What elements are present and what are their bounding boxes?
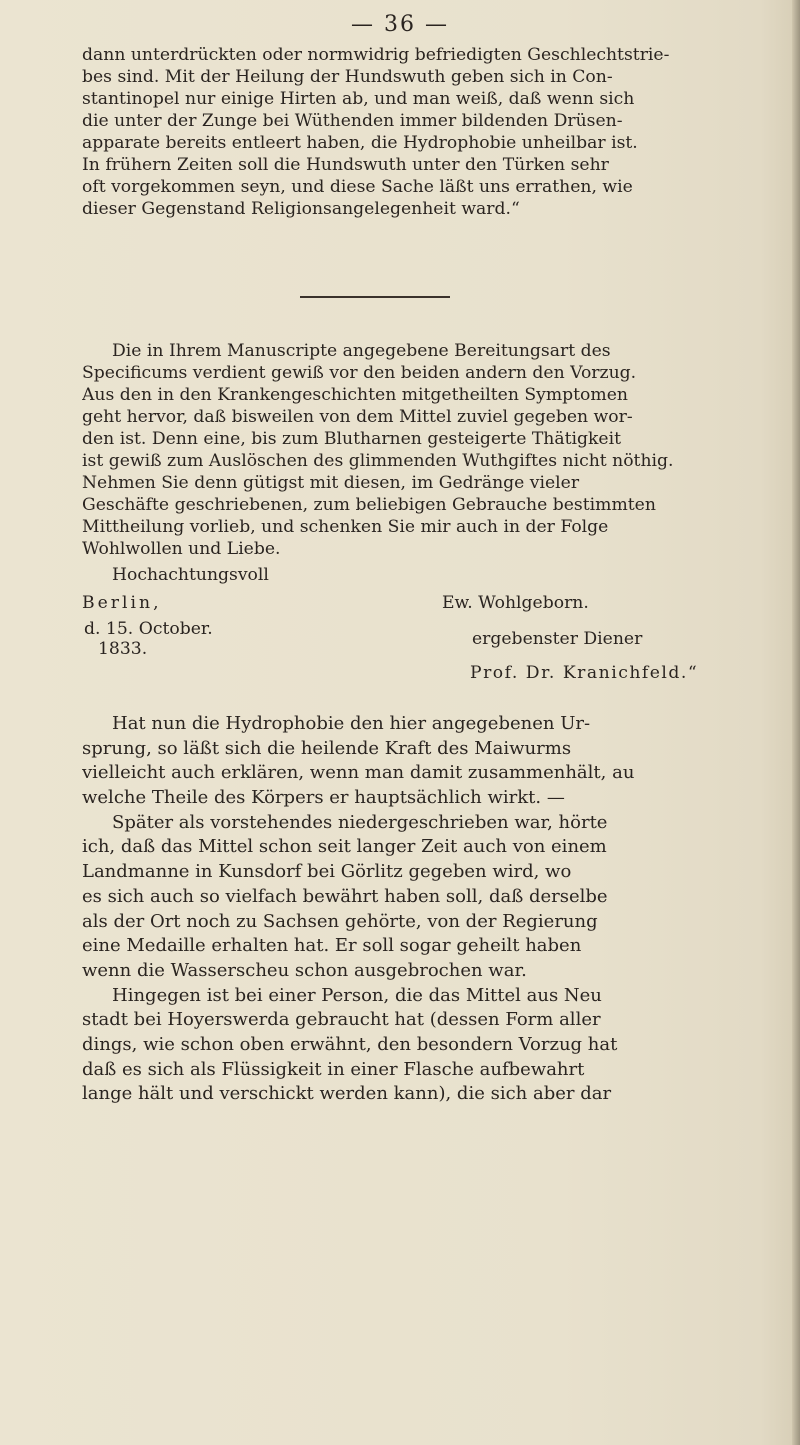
date-line-2: 1833. — [98, 639, 148, 659]
text-line: Geschäfte geschriebenen, zum beliebigen Gebrauche bestimmten — [82, 495, 656, 515]
text-line: Aus den in den Krankengeschichten mitgetheilten Symptomen — [82, 385, 628, 405]
text-line: stadt bei Hoyerswerda gebraucht hat (dessen Form aller — [82, 1009, 601, 1031]
text-line: oft vorgekommen seyn, und diese Sache läßt uns errathen, wie — [82, 177, 633, 197]
text-line: lange hält und verschickt werden kann), die sich aber dar — [82, 1083, 612, 1105]
text-line: ich, daß das Mittel schon seit langer Zeit auch von einem — [82, 836, 607, 858]
text-line: vielleicht auch erklären, wenn man damit zusammenhält, au — [82, 762, 635, 784]
text-line: Die in Ihrem Manuscripte angegebene Bereitungsart des — [112, 341, 611, 361]
text-line: die unter der Zunge bei Wüthenden immer bildenden Drüsen- — [82, 111, 623, 131]
text-line: dann unterdrückten oder normwidrig befriedigten Geschlechtstrie- — [82, 45, 670, 65]
closing: Hochachtungsvoll — [112, 565, 269, 585]
salutation: Ew. Wohlgeborn. — [442, 593, 589, 613]
text-line: Später als vorstehendes niedergeschrieben war, hörte — [112, 811, 608, 833]
text-line: dieser Gegenstand Religionsangelegenheit ward.“ — [82, 199, 520, 219]
text-line: wenn die Wasserscheu schon ausgebrochen war. — [82, 959, 527, 981]
text-line: apparate bereits entleert haben, die Hydrophobie unheilbar ist. — [82, 133, 638, 153]
text-line: Wohlwollen und Liebe. — [82, 539, 281, 559]
text-line: welche Theile des Körpers er hauptsächlich wirkt. — — [82, 787, 565, 809]
paragraph-3 — [82, 712, 782, 1107]
text-line: den ist. Denn eine, bis zum Blutharnen gesteigerte Thätigkeit — [82, 429, 622, 449]
text-line: Hingegen ist bei einer Person, die das Mittel aus Neu — [112, 984, 602, 1006]
text-line: dings, wie schon oben erwähnt, den besondern Vorzug hat — [82, 1033, 618, 1055]
text-line: sprung, so läßt sich die heilende Kraft des Maiwurms — [82, 737, 572, 759]
paragraph-1 — [82, 44, 772, 220]
signatory-name: Prof. Dr. Kranichfeld.“ — [470, 663, 699, 683]
page-edge-shadow — [792, 0, 800, 1445]
place: Berlin, — [82, 593, 162, 613]
text-line: eine Medaille erhalten hat. Er soll sogar geheilt haben — [82, 935, 582, 957]
text-line: Specificums verdient gewiß vor den beiden andern den Vorzug. — [82, 363, 637, 383]
text-line: bes sind. Mit der Heilung der Hundswuth geben sich in Con- — [82, 67, 613, 87]
date-line-1: d. 15. October. — [84, 619, 213, 639]
text-line: als der Ort noch zu Sachsen gehörte, von der Regierung — [82, 910, 598, 932]
text-line: Landmanne in Kunsdorf bei Görlitz gegeben wird, wo — [82, 861, 572, 883]
text-line: In frühern Zeiten soll die Hundswuth unter den Türken sehr — [82, 155, 609, 175]
text-line: daß es sich als Flüssigkeit in einer Flasche aufbewahrt — [82, 1058, 585, 1080]
text-line: Nehmen Sie denn gütigst mit diesen, im Gedränge vieler — [82, 473, 580, 493]
text-line: Hat nun die Hydrophobie den hier angegebenen Ur- — [112, 713, 591, 734]
page-number: — 36 — — [351, 12, 449, 37]
paragraph-2 — [82, 340, 772, 560]
text-line: Mittheilung vorlieb, und schenken Sie mir auch in der Folge — [82, 517, 609, 537]
text-line: es sich auch so vielfach bewährt haben soll, daß derselbe — [82, 885, 608, 907]
text-line: stantinopel nur einige Hirten ab, und man weiß, daß wenn sich — [82, 89, 635, 109]
text-line: geht hervor, daß bisweilen von dem Mittel zuviel gegeben wor- — [82, 407, 633, 427]
section-divider — [300, 296, 450, 298]
text-line: ist gewiß zum Auslöschen des glimmenden Wuthgiftes nicht nöthig. — [82, 451, 674, 471]
servant: ergebenster Diener — [472, 629, 643, 649]
